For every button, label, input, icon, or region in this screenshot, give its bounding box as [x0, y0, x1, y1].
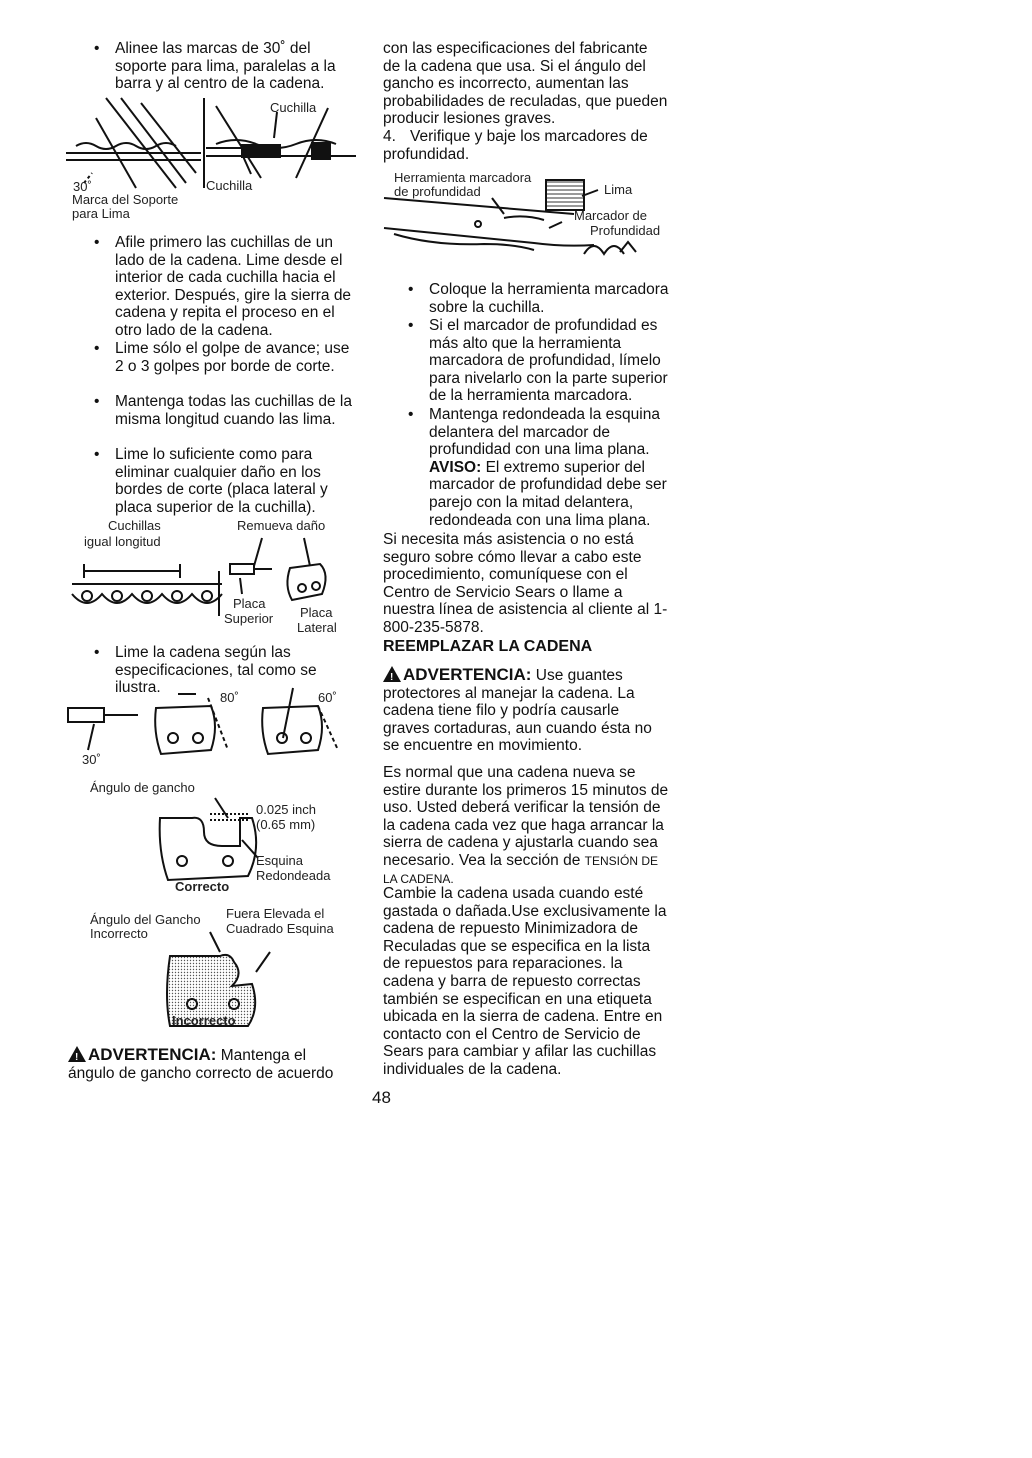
fig4-correcto: Correcto: [175, 879, 230, 894]
left-warning-title: ADVERTENCIA:: [88, 1045, 217, 1064]
fig6-marc2: Profundidad: [590, 223, 661, 238]
fig2-remueva: Remueva daño: [237, 518, 326, 533]
right-tension-para: Es normal que una cadena nueva se estire durante los primeros 15 minutos de uso. Usted deberá verificar la tensión de la cadena cada vez que haga arrancar la sierra de cadena y ajustarla cuando sea necesario. Vea la sección de TENSIÓN DE LA CADENA.: [383, 764, 669, 886]
fig6-marc1: Marcador de: [574, 208, 647, 223]
bullet-align-marks: • Alinee las marcas de 30˚ del soporte para lima, paralelas a la barra y al centro de la cadena.: [94, 40, 336, 93]
warning-icon: [68, 1046, 86, 1062]
aviso-text: El extremo superior del marcador de profundidad debe ser parejo con la mitad delantera, redondeada con una lima plana.: [429, 458, 667, 529]
figure-6-svg: [384, 168, 674, 268]
tension-ref: TENSIÓN DE LA CADENA.: [383, 853, 658, 886]
bullet-place-tool: • Coloque la herramienta marcadora sobre la cuchilla.: [408, 281, 669, 316]
warning-icon-right: [383, 666, 401, 682]
fig6-herr2: de profundidad: [394, 184, 481, 199]
step-4-text: Verifique y baje los marcadores de profundidad.: [383, 128, 648, 163]
fig2-igual: igual longitud: [84, 534, 161, 549]
bullet-file-depth: • Si el marcador de profundidad es más alto que la herramienta marcadora de profundidad, límelo para nivelarlo con la parte superior de la herramienta marcadora.: [408, 317, 668, 405]
bullet-remove-damage: • Lime lo suficiente como para eliminar cualquier daño en los bordes de corte (placa lateral y placa superior de la cuchilla).: [94, 446, 328, 516]
bullet-same-length: • Mantenga todas las cuchillas de la misma longitud cuando las lima.: [94, 393, 352, 428]
fig2-placa: Placa: [233, 596, 266, 611]
step-4: [383, 128, 669, 163]
left-warning: [68, 1046, 368, 1082]
left-warning-line1: Mantenga el: [220, 1047, 307, 1064]
fig2-superior: Superior: [224, 611, 274, 626]
left-warning-line2: ángulo de gancho correcto de acuerdo: [68, 1064, 334, 1082]
fig5-fuera: Fuera Elevada el: [226, 906, 325, 921]
figure-3-svg: [68, 688, 368, 768]
fig2-lateral: Lateral: [297, 620, 337, 635]
fig4-angulo: Ángulo de gancho: [90, 780, 195, 795]
fig3-80: 80˚: [220, 690, 239, 705]
right-warning-title: ADVERTENCIA:: [403, 665, 532, 684]
step-4-number: 4.: [383, 128, 396, 145]
fig5-cuadrado: Cuadrado Esquina: [226, 921, 334, 936]
fig4-dim2: (0.65 mm): [256, 817, 316, 832]
fig5-angulo-del: Ángulo del Gancho: [90, 912, 201, 927]
fig3-60: 60˚: [318, 690, 337, 705]
fig1-mark-line1: Marca del Soporte: [72, 192, 179, 207]
right-assistance-para: Si necesita más asistencia o no está seguro sobre cómo llevar a cabo este procedimiento, comuníquese con el Centro de Servicio Sears o llame a nuestra línea de asistencia al cliente al 1-800-235-5878.: [383, 531, 668, 636]
section-heading: REEMPLAZAR LA CADENA: [383, 638, 593, 655]
fig4-esquina: Esquina: [256, 853, 303, 868]
right-warning-rest: protectores al manejar la cadena. La cadena tiene filo y podría causarle graves cortaduras, aun cuando ésta no se encuentre en movimiento.: [383, 684, 652, 755]
right-warning: [383, 666, 669, 755]
fig4-redondeada: Redondeada: [256, 868, 331, 883]
fig5-incorrecto-label: Incorrecto: [90, 926, 148, 941]
bullet-file-specs: • Lime la cadena según las especificaciones, tal como se ilustra.: [94, 644, 317, 697]
aviso-label: AVISO:: [429, 458, 482, 476]
fig1-mark-line2: para Lima: [72, 206, 130, 221]
fig6-herr1: Herramienta marcadora: [394, 170, 532, 185]
figure-1-svg: [66, 98, 366, 228]
fig1-angle: 30˚: [73, 179, 92, 194]
figure-5-svg: [90, 902, 370, 1032]
fig6-lima: Lima: [604, 182, 633, 197]
fig2-placa2: Placa: [300, 605, 333, 620]
fig5-incorrecto: Incorrecto: [172, 1013, 236, 1028]
page-number: 48: [372, 1088, 391, 1107]
bullet-file-forward: • Lime sólo el golpe de avance; use 2 o 3 golpes por borde de corte.: [94, 340, 350, 375]
right-warning-line1: Use guantes: [535, 667, 623, 684]
bullet-round-corner: • Mantenga redondeada la esquina delantera del marcador de profundidad con una lima plana. AVISO: El extremo superior del marcador de profundidad debe ser parejo con la mitad delantera, redondeada con una lima plana.: [408, 406, 667, 529]
figure-2-svg: [72, 516, 362, 636]
bullet-file-first: • Afile primero las cuchillas de un lado de la cadena. Lime desde el interior de cada cuchilla hacia el exterior. Después, gire la sierra de cadena y repita el proceso en el otro lado de la cadena.: [94, 234, 352, 339]
figure-4-svg: [90, 776, 370, 896]
right-replace-para: Cambie la cadena usada cuando esté gastada o dañada.Use exclusivamente la cadena de repuesto Minimizadora de Reculadas que se especifica en la lista de repuestos para reparaciones. la cadena y barra de repuesto correctas también se especifican en una etiqueta ubicada en la sierra de cadena. Entre en contacto con el Centro de Servicio de Sears para cambiar y afilar las cuchillas individuales de la cadena.: [383, 885, 667, 1078]
right-para-continuation: con las especificaciones del fabricante de la cadena que usa. Si el ángulo del gancho es incorrecto, aumentan las probabilidades de reculadas, que pueden producir lesiones graves.: [383, 40, 668, 128]
fig4-dim1: 0.025 inch: [256, 802, 316, 817]
fig2-cuchillas: Cuchillas: [108, 518, 161, 533]
fig1-cutter-top: Cuchilla: [270, 100, 317, 115]
fig3-30: 30˚: [82, 752, 101, 767]
fig1-cutter-bottom: Cuchilla: [206, 178, 253, 193]
